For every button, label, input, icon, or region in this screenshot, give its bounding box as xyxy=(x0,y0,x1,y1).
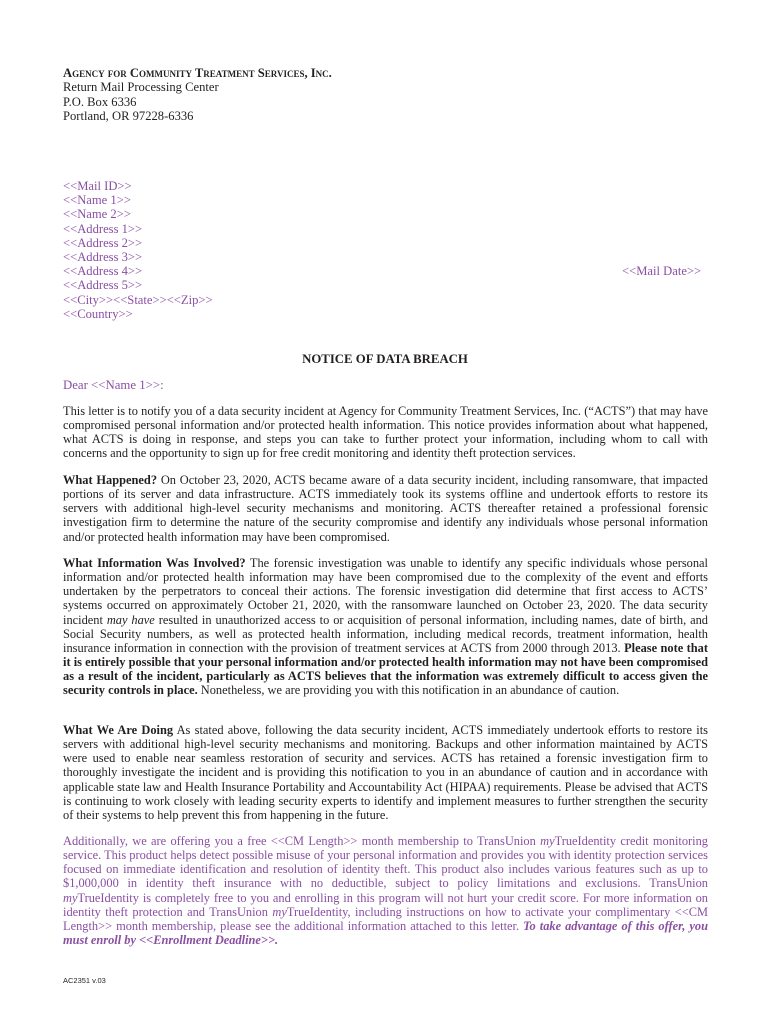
recipient-address-3: <<Address 3>> xyxy=(63,250,143,265)
notice-title: NOTICE OF DATA BREACH xyxy=(302,352,468,366)
recipient-country: <<Country>> xyxy=(63,306,133,321)
recipient-address xyxy=(63,179,213,321)
intro-text: This letter is to notify you of a data security incident at Agency for Community Treatment Services, Inc. (“ACTS”) that may have compromised personal information and/or protected health information. This notice provides information about what happened, what ACTS is doing in response, and steps you can take to further protect your information, including whom to call with concerns and the opportunity to sign up for free credit monitoring and identity theft protection services. xyxy=(63,404,708,461)
information-involved-bold-note: Please note that it is entirely possible that your personal information and/or protected health information may not have been compromised as a result of the incident, particularly as ACTS believes that the information was extremely difficult to access given the security controls in place. xyxy=(63,640,708,698)
recipient-city-state-zip: <<City>><<State>><<Zip>> xyxy=(63,292,213,307)
mail-date: <<Mail Date>> xyxy=(622,264,702,278)
what-happened-heading: What Happened? xyxy=(63,473,158,487)
what-happened-text: On October 23, 2020, ACTS became aware of a data security incident, including ransomware, that impacted portions of its server and data infrastructure. ACTS immediately took its systems offline and undertook efforts to restore its servers with additional high-level security mechanisms and monitoring. ACTS thereafter retained a professional forensic investigation firm to determine the nature of the security compromise and identify any individuals whose personal information and/or protected health information may have been compromised. xyxy=(63,473,708,544)
document-code: AC2351 v.03 xyxy=(63,976,106,985)
recipient-mail-id: <<Mail ID>> xyxy=(63,179,132,193)
offer-brand-my: my xyxy=(272,904,287,919)
sender-address xyxy=(63,66,332,124)
information-involved-heading: What Information Was Involved? xyxy=(63,556,246,570)
recipient-address-5: <<Address 5>> xyxy=(63,278,143,293)
offer-text: Additionally, we are offering you a free <<CM Length>> month membership to TransUnion xyxy=(63,834,541,848)
enrollment-deadline-note: To take advantage of this offer, you must enroll by <<Enrollment Deadline>>. xyxy=(63,918,709,948)
recipient-name-2: <<Name 2>> xyxy=(63,207,131,222)
information-involved-emphasis: may have xyxy=(106,612,155,627)
information-involved-paragraph xyxy=(63,556,708,698)
offer-text: TrueIdentity credit monitoring service. This product helps detect possible misuse of your personal information and provides you with identity protection services focused on immediate identification and resolution of identity theft. This product also includes various features such as up to $1,000,000 in identity theft insurance with no deductible, subject to policy limitations and exclusions. TransUnion xyxy=(63,834,708,891)
offer-brand-my: my xyxy=(540,834,555,848)
offer-brand-my: my xyxy=(63,890,78,905)
sender-line: Portland, OR 97228-6336 xyxy=(63,109,194,124)
what-we-are-doing-text: As stated above, following the data security incident, ACTS immediately undertook efforts to restore its servers with additional high-level security mechanisms and monitoring. Backups and other information maintained by ACTS were used to enable near seamless restoration of security and services. ACTS has retained a forensic investigation firm to thoroughly investigate the incident and is providing this notification to you in an abundance of caution and in accordance with applicable state law and Health Insurance Portability and Accountability Act (HIPAA) requirements. Please be advised that ACTS is continuing to work closely with leading security experts to identify and implement measures to further strengthen the security of their systems to help prevent this from happening in the future. xyxy=(63,723,708,822)
sender-line: P.O. Box 6336 xyxy=(63,94,137,109)
what-happened-paragraph xyxy=(63,473,708,544)
offer-text: TrueIdentity, including instructions on how to activate your complimentary <<CM Length>> month membership, please see the additional information attached to this letter. xyxy=(63,904,709,933)
offer-text: TrueIdentity is completely free to you and enrolling in this program will not hurt your credit score. For more information on identity theft protection and TransUnion xyxy=(63,890,708,919)
information-involved-text: Nonetheless, we are providing you with this notification in an abundance of caution. xyxy=(197,683,620,698)
sender-organization: Agency for Community Treatment Services, Inc. xyxy=(63,66,332,80)
credit-monitoring-offer-paragraph xyxy=(63,834,708,947)
recipient-address-4: <<Address 4>> xyxy=(63,264,143,279)
recipient-address-2: <<Address 2>> xyxy=(63,235,143,250)
salutation: Dear <<Name 1>>: xyxy=(63,378,164,392)
information-involved-text: resulted in unauthorized access to or acquisition of personal information, including names, date of birth, and Social Security numbers, as well as protected health information, including medical records, treatment information, health insurance information in connection with the provision of treatment services at ACTS from 2000 through 2013. xyxy=(63,612,708,655)
what-we-are-doing-paragraph xyxy=(63,723,708,822)
recipient-address-1: <<Address 1>> xyxy=(63,221,143,236)
information-involved-text: The forensic investigation was unable to identify any specific individuals whose personal information and/or protected health information may have been compromised due to the complexity of the event and efforts undertaken by the perpetrators to conceal their actions. The forensic investigation did determine that first access to ACTS’ systems occurred on approximately October 21, 2020, with the ransomware launched on October 23, 2020. The data security incident xyxy=(63,556,708,627)
recipient-name-1: <<Name 1>> xyxy=(63,193,131,208)
what-we-are-doing-heading: What We Are Doing xyxy=(63,723,174,737)
intro-paragraph xyxy=(63,404,708,461)
sender-line: Return Mail Processing Center xyxy=(63,80,219,95)
